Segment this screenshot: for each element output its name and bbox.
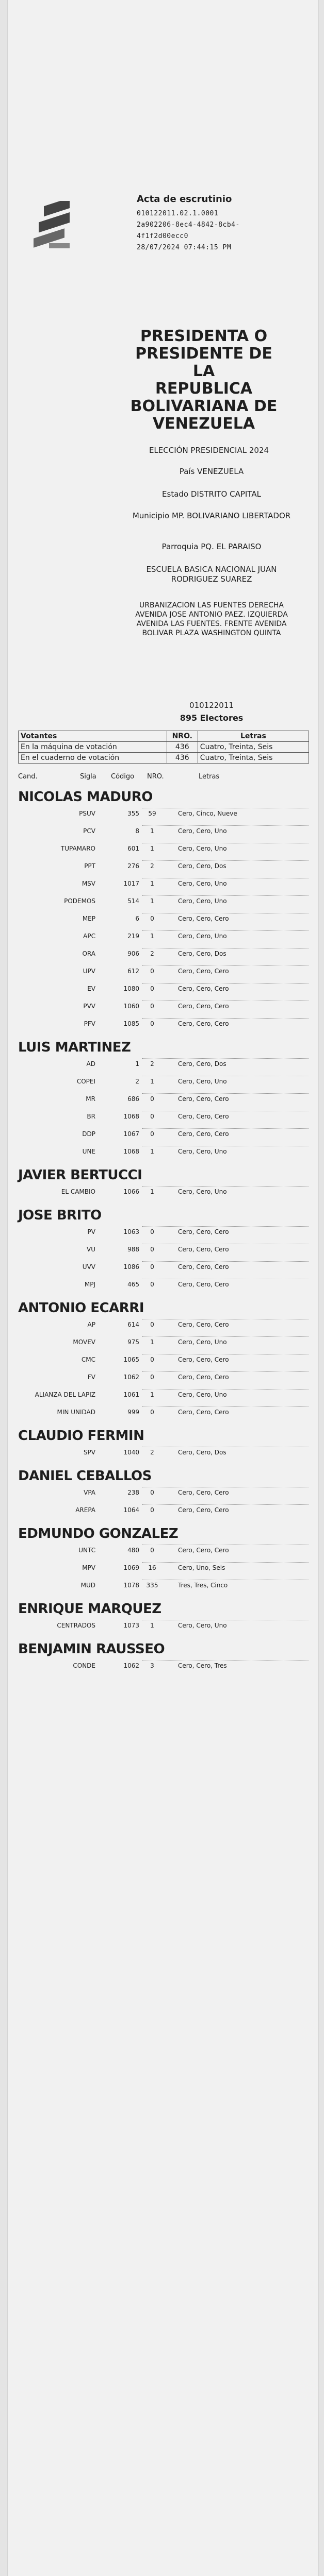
row-divider [142,1562,309,1563]
party-words: Cero, Cero, Uno [178,827,227,835]
party-row [18,1056,309,1074]
party-row [18,1485,309,1502]
party-words: Cero, Cero, Cero [178,1113,229,1120]
party-votes: 0 [150,1130,154,1138]
party-code: 1017 [123,880,139,887]
columns-header [18,773,309,783]
party-code: 1080 [123,985,139,992]
party-votes: 1 [150,880,154,887]
party-votes: 2 [150,1449,154,1456]
party-sigla: ALIANZA DEL LAPIZ [35,1391,95,1398]
party-sigla: PFV [84,1020,95,1027]
party-sigla: UNTC [78,1547,95,1554]
party-row [18,893,309,911]
party-code: 276 [127,862,139,870]
party-row [18,1560,309,1578]
party-row [18,1074,309,1091]
candidate-name: NICOLAS MADURO [18,789,153,805]
party-sigla: PVV [83,1003,95,1010]
party-votes: 0 [150,1228,154,1235]
party-votes: 1 [150,1391,154,1398]
acta-meta [137,194,266,253]
party-row [18,1352,309,1369]
party-sigla: FV [87,1374,95,1381]
party-code: 1086 [123,1263,139,1270]
party-words: Cero, Cero, Cero [178,1356,229,1363]
row-divider [142,983,309,984]
nro-col: NRO. [167,731,198,742]
title-line: BOLIVARIANA DE [130,397,278,415]
party-votes: 0 [150,1506,154,1514]
cne-logo-icon [28,201,80,258]
party-code: 1066 [123,1188,139,1195]
party-code: 1067 [123,1130,139,1138]
party-votes: 0 [150,1374,154,1381]
party-words: Cero, Cero, Cero [178,1321,229,1328]
candidate-block [18,1525,309,1595]
party-votes: 0 [150,1263,154,1270]
party-code: 219 [127,933,139,940]
party-votes: 0 [150,1489,154,1496]
party-row [18,963,309,981]
row-divider [142,965,309,966]
party-code: 6 [135,915,139,922]
title-line: REPUBLICA [155,380,253,398]
row-divider [142,930,309,931]
party-row [18,1658,309,1675]
party-sigla: MIN UNIDAD [57,1409,95,1416]
party-sigla: COPEI [76,1078,95,1085]
parroquia: Parroquia PQ. EL PARAISO [161,542,262,551]
party-row [18,1126,309,1144]
centro-votacion: ESCUELA BASICA NACIONAL JUAN RODRIGUEZ SUAREZ [146,565,277,584]
party-sigla: MSV [82,880,95,887]
party-sigla: PSUV [79,810,95,817]
party-words: Cero, Cero, Dos [178,1449,226,1456]
party-votes: 1 [150,897,154,905]
party-sigla: SPV [83,1449,95,1456]
col-codigo: Código [111,773,135,781]
candidate-name: EDMUNDO GONZALEZ [18,1526,179,1541]
party-row [18,1618,309,1635]
party-votes: 0 [150,1547,154,1554]
candidate-block [18,1600,309,1635]
party-sigla: AD [86,1060,95,1067]
party-row [18,1016,309,1033]
party-sigla: CENTRADOS [57,1622,95,1629]
title-line: VENEZUELA [152,415,255,433]
party-sigla: EV [87,985,95,992]
party-votes: 0 [150,985,154,992]
party-sigla: UVV [82,1263,95,1270]
party-votes: 0 [150,1409,154,1416]
candidate-name: JOSE BRITO [18,1208,102,1223]
party-words: Cero, Cero, Dos [178,1060,226,1067]
row-divider [142,1336,309,1337]
party-row [18,1144,309,1161]
row-divider [142,895,309,896]
row-divider [142,1018,309,1019]
candidate-name: ANTONIO ECARRI [18,1300,144,1316]
party-code: 906 [127,950,139,957]
table-row [19,753,309,764]
party-words: Cero, Cero, Uno [178,933,227,940]
votantes-label: En el cuaderno de votación [19,753,167,764]
party-votes: 0 [150,1020,154,1027]
col-nro: NRO. [147,773,164,781]
party-sigla: AREPA [75,1506,95,1514]
party-sigla: UPV [83,968,95,975]
party-row [18,1502,309,1520]
party-row [18,1242,309,1259]
party-code: 1068 [123,1148,139,1155]
party-row [18,1445,309,1462]
party-votes: 59 [148,810,156,817]
party-words: Cero, Cero, Dos [178,950,226,957]
party-sigla: PODEMOS [64,897,95,905]
party-votes: 1 [150,933,154,940]
candidate-block [18,1427,309,1462]
acta-hash-1: 2a902206-8ec4-4842-8cb4- [137,221,240,229]
party-votes: 0 [150,1321,154,1328]
page-title [126,328,281,433]
row-divider [142,1093,309,1094]
party-sigla: UNE [82,1148,95,1155]
centro-direccion: URBANIZACION LAS FUENTES DERECHA AVENIDA JOSE ANTONIO PAEZ. IZQUIERDA AVENIDA LAS FUENTES. FRENTE AVENIDA BOLIVAR PLAZA WASHINGTON QUINTA [135,601,288,637]
party-votes: 1 [150,845,154,852]
party-words: Cero, Cero, Cero [178,985,229,992]
municipio: Municipio MP. BOLIVARIANO LIBERTADOR [132,511,291,520]
party-words: Cero, Cero, Cero [178,1263,229,1270]
party-row [18,1334,309,1352]
party-words: Cero, Uno, Seis [178,1564,225,1571]
party-code: 1085 [123,1020,139,1027]
party-words: Cero, Cero, Uno [178,845,227,852]
row-divider [142,860,309,861]
party-words: Cero, Cero, Cero [178,1489,229,1496]
party-words: Cero, Cero, Cero [178,1020,229,1027]
votantes-letras: Cuatro, Treinta, Seis [198,742,309,753]
party-code: 1078 [123,1582,139,1589]
estado: Estado DISTRITO CAPITAL [162,489,261,499]
party-words: Cero, Cero, Uno [178,1078,227,1085]
party-code: 2 [135,1078,139,1085]
party-row [18,1387,309,1404]
party-words: Cero, Cero, Cero [178,1506,229,1514]
party-sigla: MPJ [84,1281,95,1288]
party-votes: 16 [148,1564,156,1571]
party-code: 1063 [123,1228,139,1235]
col-cand: Cand. [18,773,38,781]
candidate-block [18,1166,309,1201]
party-votes: 1 [150,827,154,835]
party-code: 975 [127,1338,139,1346]
party-votes: 1 [150,1188,154,1195]
party-code: 514 [127,897,139,905]
party-sigla: VPA [84,1489,95,1496]
party-row [18,1224,309,1242]
party-row [18,841,309,858]
codigo-centro: 010122011 [189,701,234,710]
party-sigla: APC [83,933,95,940]
party-sigla: AP [87,1321,95,1328]
party-sigla: CONDE [73,1662,95,1669]
party-row [18,1277,309,1294]
acta-datetime: 28/07/2024 07:44:15 PM [137,244,232,251]
party-code: 1069 [123,1564,139,1571]
row-divider [142,1406,309,1407]
party-sigla: PV [87,1228,95,1235]
party-votes: 0 [150,1003,154,1010]
party-row [18,981,309,998]
party-row [18,1404,309,1422]
party-words: Cero, Cero, Uno [178,880,227,887]
party-code: 355 [127,810,139,817]
party-code: 8 [135,827,139,835]
party-sigla: TUPAMARO [60,845,95,852]
party-words: Cero, Cero, Cero [178,1374,229,1381]
party-votes: 0 [150,915,154,922]
party-row [18,998,309,1016]
party-sigla: MOVEV [73,1338,95,1346]
party-votes: 2 [150,1060,154,1067]
party-votes: 0 [150,968,154,975]
row-divider [142,1261,309,1262]
party-code: 601 [127,845,139,852]
party-votes: 0 [150,1095,154,1103]
party-code: 686 [127,1095,139,1103]
party-words: Cero, Cero, Dos [178,862,226,870]
letras-col: Letras [198,731,309,742]
col-letras: Letras [199,773,220,781]
row-divider [142,1128,309,1129]
party-sigla: PPT [84,862,95,870]
party-row [18,928,309,946]
party-code: 1064 [123,1506,139,1514]
party-code: 480 [127,1547,139,1554]
title-line: PRESIDENTA O [140,327,268,345]
party-votes: 1 [150,1148,154,1155]
party-sigla: ORA [82,950,95,957]
party-code: 465 [127,1281,139,1288]
candidate-name: JAVIER BERTUCCI [18,1167,142,1183]
party-words: Cero, Cero, Cero [178,1130,229,1138]
candidate-block [18,1467,309,1520]
party-words: Cero, Cero, Uno [178,1622,227,1629]
party-code: 1062 [123,1374,139,1381]
party-code: 1060 [123,1003,139,1010]
candidate-block [18,1299,309,1422]
acta-header [18,173,309,637]
acta-paper [7,0,319,2576]
party-words: Cero, Cero, Uno [178,1148,227,1155]
party-row [18,1091,309,1109]
party-code: 988 [127,1246,139,1253]
votantes-label: En la máquina de votación [19,742,167,753]
row-divider [142,1186,309,1187]
table-row [19,742,309,753]
party-row [18,911,309,928]
party-votes: 0 [150,1281,154,1288]
candidate-name: CLAUDIO FERMIN [18,1428,144,1444]
party-words: Cero, Cero, Cero [178,1095,229,1103]
candidate-name: DANIEL CEBALLOS [18,1468,152,1484]
party-sigla: MPV [82,1564,95,1571]
acta-hash-2: 4f1f2d00ecc0 [137,232,188,240]
party-code: 614 [127,1321,139,1328]
row-divider [142,1058,309,1059]
party-code: 1040 [123,1449,139,1456]
party-words: Cero, Cero, Uno [178,1338,227,1346]
party-words: Cero, Cero, Cero [178,1409,229,1416]
party-code: 1065 [123,1356,139,1363]
votantes-col: Votantes [19,731,167,742]
row-divider [142,825,309,826]
party-sigla: PCV [83,827,95,835]
party-row [18,1109,309,1126]
party-votes: 1 [150,1078,154,1085]
party-code: 1 [135,1060,139,1067]
party-votes: 335 [146,1582,158,1589]
party-sigla: EL CAMBIO [61,1188,95,1195]
party-row [18,1543,309,1560]
row-divider [142,1371,309,1372]
candidate-name: LUIS MARTINEZ [18,1040,131,1055]
row-divider [142,1226,309,1227]
votantes-nro: 436 [167,753,198,764]
party-votes: 3 [150,1662,154,1669]
party-row [18,823,309,841]
party-words: Cero, Cero, Tres [178,1662,227,1669]
party-row [18,858,309,876]
party-code: 1061 [123,1391,139,1398]
col-sigla: Sigla [80,773,96,781]
party-words: Cero, Cero, Uno [178,1188,227,1195]
party-votes: 0 [150,1356,154,1363]
party-words: Cero, Cero, Cero [178,1228,229,1235]
party-words: Tres, Tres, Cinco [178,1582,228,1589]
election-name: ELECCIÓN PRESIDENCIAL 2024 [149,446,269,455]
candidate-block [18,1039,309,1161]
party-words: Cero, Cero, Uno [178,897,227,905]
party-sigla: CMC [81,1356,95,1363]
party-votes: 2 [150,950,154,957]
row-divider [142,1504,309,1505]
party-row [18,876,309,893]
party-sigla: BR [87,1113,95,1120]
party-row [18,946,309,963]
votantes-header [19,731,309,742]
party-words: Cero, Cero, Cero [178,1003,229,1010]
party-code: 1073 [123,1622,139,1629]
party-sigla: MR [86,1095,95,1103]
party-words: Cero, Cinco, Nueve [178,810,237,817]
party-code: 1062 [123,1662,139,1669]
votantes-letras: Cuatro, Treinta, Seis [198,753,309,764]
party-votes: 0 [150,1113,154,1120]
candidate-block [18,788,309,1033]
candidate-block [18,1207,309,1294]
party-words: Cero, Cero, Cero [178,1547,229,1554]
party-code: 238 [127,1489,139,1496]
party-votes: 0 [150,1246,154,1253]
votantes-table [18,731,309,764]
party-words: Cero, Cero, Uno [178,1391,227,1398]
party-row [18,1369,309,1387]
acta-code: 010122011.02.1.0001 [137,210,219,217]
candidate-name: ENRIQUE MARQUEZ [18,1601,161,1617]
party-votes: 1 [150,1338,154,1346]
party-words: Cero, Cero, Cero [178,1246,229,1253]
party-sigla: VU [87,1246,95,1253]
party-words: Cero, Cero, Cero [178,968,229,975]
party-row [18,1184,309,1201]
party-code: 612 [127,968,139,975]
candidate-block [18,1640,309,1675]
title-line: PRESIDENTE DE LA [135,345,272,380]
party-words: Cero, Cero, Cero [178,915,229,922]
party-row [18,1259,309,1277]
party-votes: 1 [150,1622,154,1629]
party-sigla: MUD [80,1582,95,1589]
party-code: 1068 [123,1113,139,1120]
electores-count: 895 Electores [180,713,244,723]
party-votes: 2 [150,862,154,870]
pais: País VENEZUELA [179,467,244,476]
party-sigla: MEP [82,915,95,922]
candidate-name: BENJAMIN RAUSSEO [18,1641,165,1657]
party-sigla: DDP [82,1130,95,1138]
party-words: Cero, Cero, Cero [178,1281,229,1288]
votantes-nro: 436 [167,742,198,753]
party-row [18,1578,309,1595]
party-code: 999 [127,1409,139,1416]
party-row [18,806,309,823]
party-row [18,1317,309,1334]
acta-label: Acta de escrutinio [137,194,232,205]
